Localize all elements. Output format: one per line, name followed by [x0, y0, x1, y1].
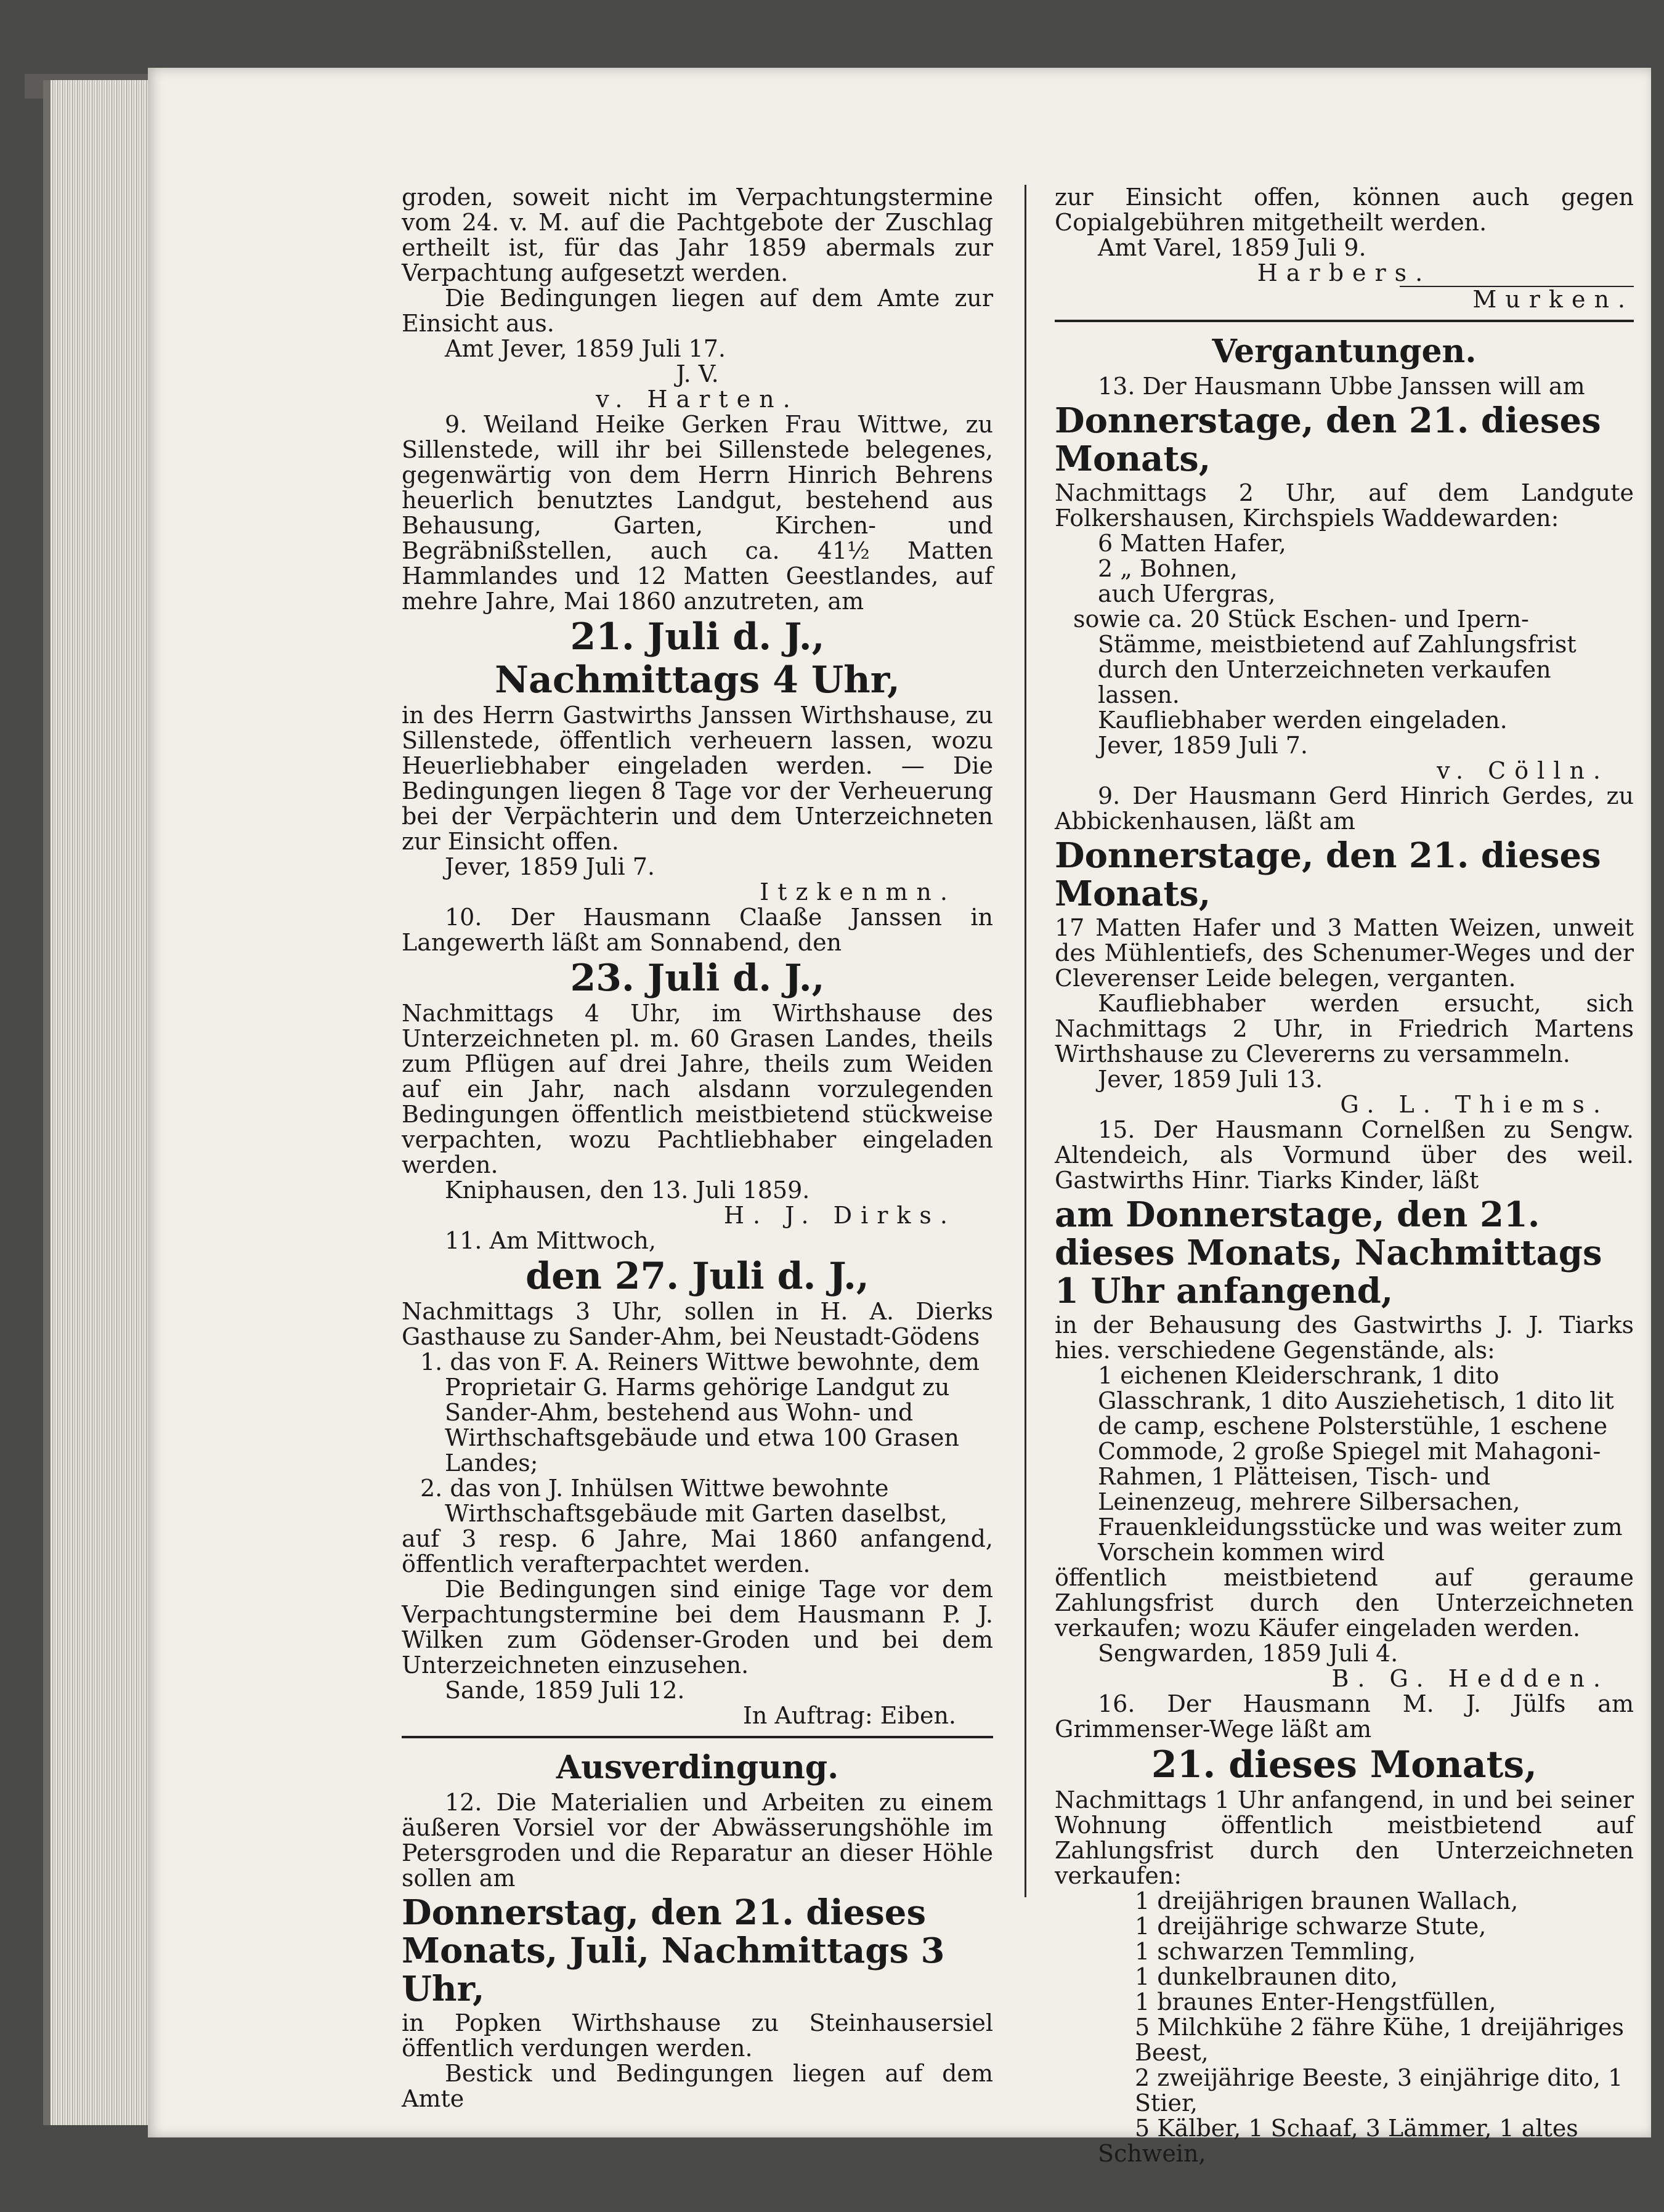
notice-9-time: Nachmittags 4 Uhr, — [495, 658, 900, 702]
notice-15-text: 15. Der Hausmann Cornelßen zu Sengw. Altendeich, als Vormund über des weil. Gastwirths Hinr. Tiarks Kinder, läßt — [1055, 1116, 1634, 1194]
notice-16-body: Nachmittags 1 Uhr anfangend, in und bei seiner Wohnung öffentlich meistbietend auf Zahlungsfrist durch den Unterzeichneten verkaufen: — [1055, 1786, 1634, 1889]
notice-12-body: in Popken Wirthshause zu Steinhausersiel öffentlich verdungen werden. — [402, 2009, 993, 2062]
notice-13-place: Jever, 1859 Juli 7. — [1098, 732, 1308, 759]
notice-15-place: Sengwarden, 1859 Juli 4. — [1098, 1640, 1398, 1667]
notice-16-item-7: 2 zweijährige Beeste, 3 einjährige dito, 1 Stier, — [1135, 2064, 1623, 2117]
notice-11-text: 11. Am Mittwoch, — [445, 1227, 656, 1254]
notice-10-date: 23. Juli d. J., — [570, 957, 825, 1000]
notice-9b-invitation: Kaufliebhaber werden ersucht, sich Nachmittags 2 Uhr, in Friedrich Martens Wirthshause zu Clevererns zu versammeln. — [1055, 990, 1634, 1068]
right-intro-text: zur Einsicht offen, können auch gegen Copialgebühren mitgetheilt werden. — [1055, 184, 1634, 236]
notice-10-text: 10. Der Hausmann Claaße Janssen in Langewerth läßt am Sonnabend, den — [402, 904, 993, 956]
right-intro-signature-1: Harbers. — [1257, 259, 1432, 286]
notice-13-invitation: Kaufliebhaber werden eingeladen. — [1098, 707, 1508, 734]
notice-12-conditions: Bestick und Bedingungen liegen auf dem Amte — [402, 2060, 993, 2112]
notice-13-item-4: sowie ca. 20 Stück Eschen- und Ipern-Stämme, meistbietend auf Zahlungsfrist durch den Unterzeichneten verkaufen lassen. — [1073, 606, 1577, 708]
notice-9b-text: 9. Der Hausmann Gerd Hinrich Gerdes, zu Abbickenhausen, läßt am — [1055, 782, 1634, 835]
notice-9b-body: 17 Matten Hafer und 3 Matten Weizen, unweit des Mühlentiefs, des Schenumer-Weges und der Cleverenser Leide belegen, verganten. — [1055, 914, 1634, 992]
notice-13-item-2: 2 „ Bohnen, — [1098, 555, 1238, 582]
left-intro-signature-1: J. V. — [676, 360, 719, 387]
notice-10-body: Nachmittags 4 Uhr, im Wirthshause des Unterzeichneten pl. m. 60 Grasen Landes, theils zum Pflügen auf drei Jahre, theils zum Weiden auf ein Jahr, nach alsdann vorzulegenden Bedingungen öffentlich meistbietend stückweise verpachten, wozu Pachtliebhaber eingeladen werden. — [402, 1000, 993, 1178]
notice-16-item-3: 1 schwarzen Temmling, — [1135, 1938, 1416, 1965]
notice-15-items: 1 eichenen Kleiderschrank, 1 dito Glasschrank, 1 dito Ausziehetisch, 1 dito lit de camp, eschene Polsterstühle, 1 eschene Commode, 2 große Spiegel mit Mahagoni-Rahmen, 1 Plätteisen, Tisch- und Leinenzeug, mehrere Silbersachen, Frauenkleidungsstücke und was weiter zum Vorschein kommen wird — [1098, 1362, 1623, 1566]
notice-11-after: auf 3 resp. 6 Jahre, Mai 1860 anfangend, öffentlich verafterpachtet werden. — [402, 1525, 993, 1578]
notice-9-signature: Itzkenmn. — [760, 878, 956, 905]
left-column — [402, 185, 993, 2112]
section-heading-ausverdingung: Ausverdingung. — [556, 1749, 839, 1786]
left-intro-place: Amt Jever, 1859 Juli 17. — [445, 335, 726, 362]
notice-9b-signature: G. L. Thiems. — [1340, 1091, 1609, 1118]
notice-15-body: in der Behausung des Gastwirths J. J. Tiarks hies. verschiedene Gegenstände, als: — [1055, 1311, 1634, 1364]
notice-15-signature: B. G. Hedden. — [1331, 1665, 1609, 1692]
right-intro-place: Amt Varel, 1859 Juli 9. — [1098, 234, 1366, 261]
notice-9b-place: Jever, 1859 Juli 13. — [1098, 1066, 1323, 1093]
notice-16-item-2: 1 dreijährige schwarze Stute, — [1135, 1913, 1487, 1940]
left-intro-signature-2: v. Harten. — [596, 386, 799, 413]
notice-13-item-1: 6 Matten Hafer, — [1098, 530, 1286, 557]
notice-9-body: in des Herrn Gastwirths Janssen Wirthshause, zu Sillenstede, öffentlich verheuern lassen, wozu Heuerliebhaber eingeladen werden. — Die Bedingungen liegen 8 Tage vor der Verheuerung bei der Verpächterin und dem Unterzeichneten zur Einsicht offen. — [402, 702, 993, 855]
notice-13-body: Nachmittags 2 Uhr, auf dem Landgute Folkershausen, Kirchspiels Waddewarden: — [1055, 479, 1634, 532]
notice-16-item-1: 1 dreijährigen braunen Wallach, — [1135, 1887, 1519, 1914]
notice-10-signature: H. J. Dirks. — [723, 1202, 956, 1229]
left-intro-text: groden, soweit nicht im Verpachtungstermine vom 24. v. M. auf die Pachtgebote der Zuschlag ertheilt ist, für das Jahr 1859 abermals zur Verpachtung aufgesetzt werden. — [402, 184, 993, 286]
notice-15-after: öffentlich meistbietend auf geraume Zahlungsfrist durch den Unterzeichneten verkaufen; wozu Käufer eingeladen werden. — [1055, 1564, 1634, 1642]
notice-15-date: am Donnerstage, den 21. dieses Monats, Nachmittags 1 Uhr anfangend, — [1055, 1194, 1602, 1311]
notice-16-item-6: 5 Milchkühe 2 fähre Kühe, 1 dreijähriges Beest, — [1135, 2014, 1625, 2066]
notice-9-date: 21. Juli d. J., — [570, 615, 825, 658]
notice-16-item-8: 5 Kälber, 1 Schaaf, 3 Lämmer, 1 altes — [1135, 2115, 1578, 2142]
book-page-edges — [43, 80, 155, 2125]
notice-11-conditions: Die Bedingungen sind einige Tage vor dem Verpachtungstermine bei dem Hausmann P. J. Wilken zum Gödenser-Groden und bei dem Unterzeichneten einzusehen. — [402, 1576, 993, 1679]
notice-12-date: Donnerstag, den 21. dieses Monats, Juli, Nachmittags 3 Uhr, — [402, 1892, 945, 2009]
notice-11-body: Nachmittags 3 Uhr, sollen in H. A. Dierks Gasthause zu Sander-Ahm, bei Neustadt-Gödens — [402, 1298, 993, 1350]
notice-16-item-9: Schwein, — [1098, 2140, 1206, 2167]
column-divider — [1025, 185, 1026, 1897]
notice-13-date: Donnerstage, den 21. dieses Monats, — [1055, 400, 1601, 479]
notice-11-place: Sande, 1859 Juli 12. — [445, 1677, 685, 1704]
notice-10-place: Kniphausen, den 13. Juli 1859. — [445, 1177, 810, 1204]
notice-16-item-4: 1 dunkelbraunen dito, — [1135, 1963, 1398, 1990]
notice-13-signature: v. Cölln. — [1437, 757, 1609, 784]
right-intro-signature-2: Murken. — [1400, 286, 1634, 312]
notice-11-item-2: 2. das von J. Inhülsen Wittwe bewohnte Wirthschaftsgebäude mit Garten daselbst, — [420, 1475, 948, 1527]
notice-11-signature: In Auftrag: Eiben. — [742, 1702, 956, 1729]
notice-9-place: Jever, 1859 Juli 7. — [445, 853, 655, 880]
section-divider-right — [1055, 320, 1634, 322]
notice-13-item-3: auch Ufergras, — [1098, 580, 1276, 607]
right-column — [1055, 185, 1634, 2166]
notice-9b-date: Donnerstage, den 21. dieses Monats, — [1055, 835, 1601, 914]
notice-16-date: 21. dieses Monats, — [1151, 1743, 1538, 1786]
notice-11-item-1: 1. das von F. A. Reiners Wittwe bewohnte, dem Proprietair G. Harms gehörige Landgut zu Sander-Ahm, bestehend aus Wohn- und Wirthschaftsgebäude und etwa 100 Grasen Landes; — [420, 1348, 980, 1477]
notice-16-item-5: 1 braunes Enter-Hengstfüllen, — [1135, 1988, 1496, 2016]
left-intro-conditions: Die Bedingungen liegen auf dem Amte zur Einsicht aus. — [402, 285, 993, 337]
notice-13-text: 13. Der Hausmann Ubbe Janssen will am — [1098, 373, 1585, 400]
notice-12-text: 12. Die Materialien und Arbeiten zu einem äußeren Vorsiel vor der Abwässerungshöhle im Petersgroden und die Reparatur an dieser Höhle sollen am — [402, 1789, 993, 1892]
section-heading-vergantungen: Vergantungen. — [1212, 333, 1477, 370]
notice-11-date: den 27. Juli d. J., — [526, 1255, 869, 1298]
notice-16-text: 16. Der Hausmann M. J. Jülfs am Grimmenser-Wege läßt am — [1055, 1690, 1634, 1743]
notice-9-text: 9. Weiland Heike Gerken Frau Wittwe, zu Sillenstede, will ihr bei Sillenstede belegenes, gegenwärtig von dem Herrn Hinrich Behrens heuerlich benutztes Landgut, bestehend aus Behausung, Garten, Kirchen- und Begräbnißstellen, auch ca. 41½ Matten Hammlandes und 12 Matten Geestlandes, auf mehre Jahre, Mai 1860 anzutreten, am — [402, 411, 993, 615]
section-divider — [402, 1736, 993, 1738]
